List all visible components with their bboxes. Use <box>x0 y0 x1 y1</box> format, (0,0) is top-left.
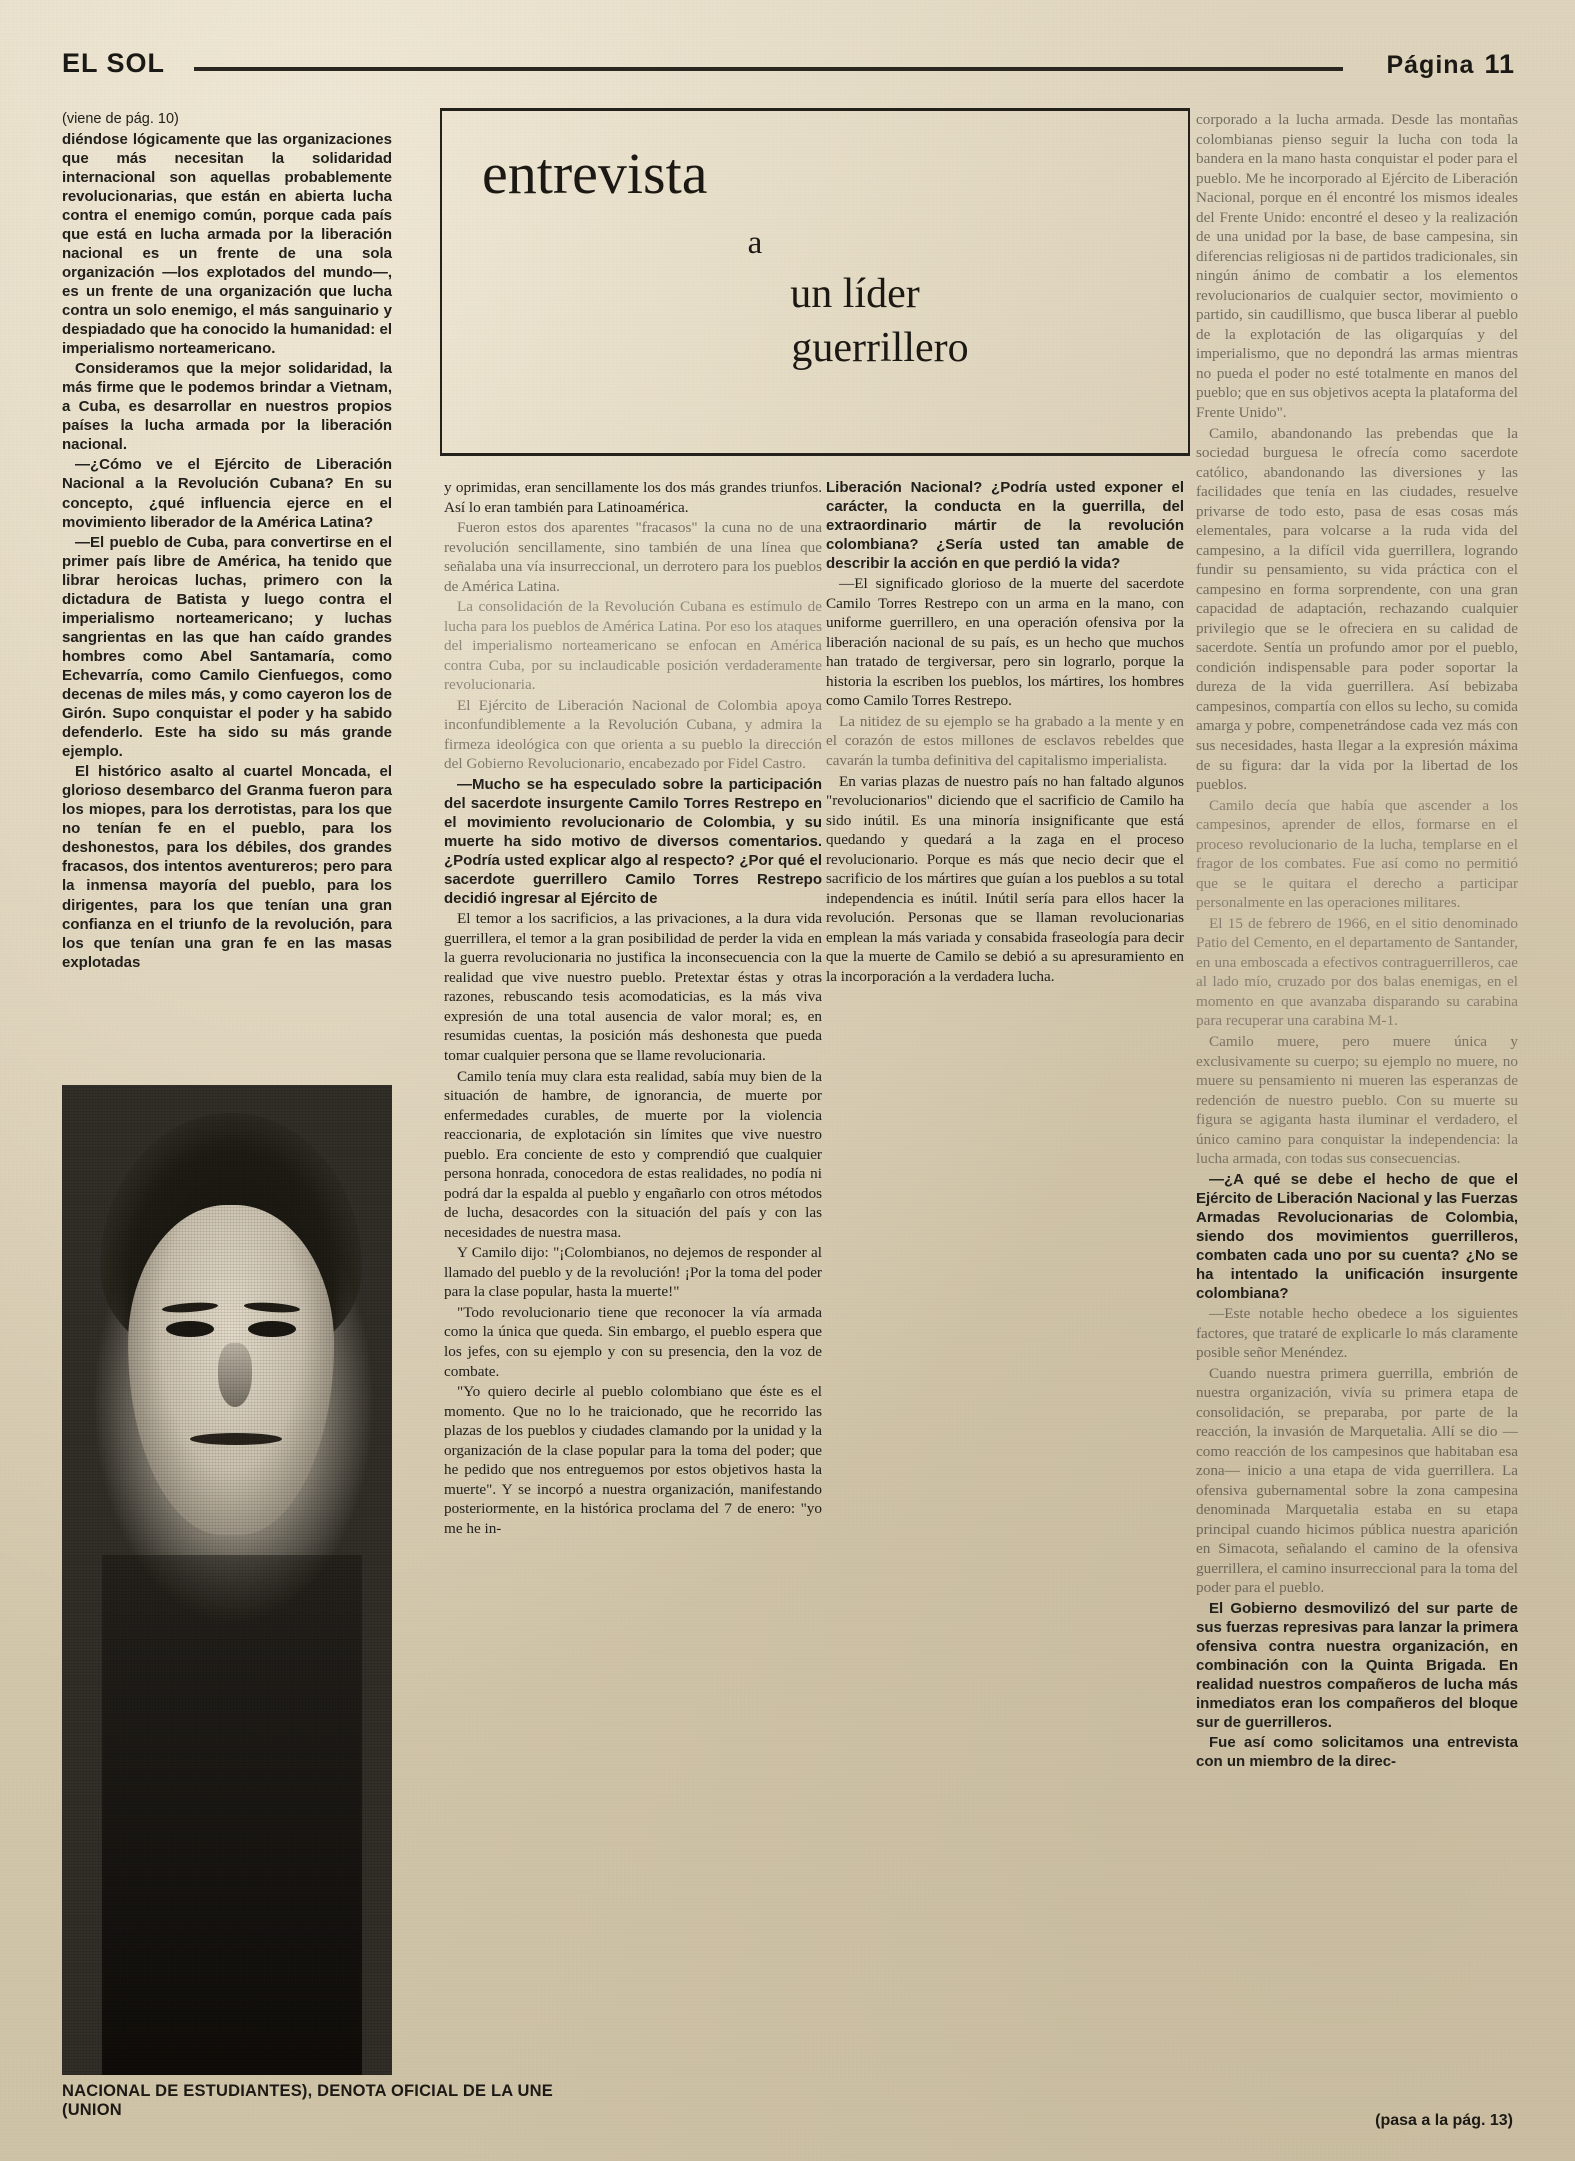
paragraph: y oprimidas, eran sencillamente los dos más grandes triunfos. Así lo eran también para Latinoamérica. <box>444 479 822 516</box>
paragraph: El Gobierno desmovilizó del sur parte de sus fuerzas represivas para lanzar la primera ofensiva contra nuestra organización, en combinación con la Quinta Brigada. En realidad nuestros compañeros de lucha más inmediatos eran los compañeros del bloque sur de guerrilleros. <box>1196 1599 1518 1732</box>
paragraph: Cuando nuestra primera guerrilla, embrión de nuestra organización, vivía su primera etapa de consolidación, se preparaba, por parte de la reacción, la invasión de Marquetalia. Allí se dio —como reacción de los campesinos que habitaban esa zona— inicio a una etapa de vida guerrillera. La ofensiva gubernamental sobre la zona campesina denominada Marquetalia estaba en su etapa principal cuando hicimos pública nuestra aparición en Simacota, señalando el camino de la ofensiva guerrillera, el camino insurreccional para la toma del poder para el pueblo. <box>1196 1364 1518 1597</box>
page-label: Página <box>1386 51 1475 79</box>
paragraph: —El pueblo de Cuba, para convertirse en el primer país libre de América, ha tenido que librar heroicas luchas, primero con la dictadura de Batista y luego contra el imperialismo norteamericano; y luchas sangrientas en las que han caído grandes hombres como Abel Santamaría, como Echevarría, como Camilo Cienfuegos, como decenas de miles más, y como cayeron los de Girón. Supo conquistar el poder y ha sabido defenderlo. Este ha sido su más grande ejemplo. <box>62 533 392 761</box>
paragraph: Y Camilo dijo: "¡Colombianos, no dejemos de responder al llamado del pueblo y de la revolución! ¡Por la toma del poder para la clase popular, hasta la muerte!" <box>444 1244 822 1301</box>
headline-line-1: entrevista <box>482 141 708 206</box>
paragraph: El Ejército de Liberación Nacional de Colombia apoya inconfundiblemente a la Revolución Cubana, y admira la firmeza ideológica con que orienta a su pueblo la dirección del Gobierno Revolucionario, encabezado por Fidel Castro. <box>444 696 822 773</box>
paragraph: El temor a los sacrificios, a las privaciones, a la dura vida guerrillera, el temor a la gran posibilidad de perder la vida en la guerra revolucionaria no justifica la inconsecuencia con la realidad que vive nuestro pueblo. Pretextar éstas y otras razones, rebuscando tesis acomodaticias, es la más viva expresión de una total ausencia de valor moral; es, en resumidas cuentas, la posición más deshonesta que pueda tomar cualquier persona que se llame revolucionaria. <box>444 910 822 1065</box>
paragraph: "Yo quiero decirle al pueblo colombiano que éste es el momento. Que no lo he traicionado, que he recorrido las plazas de los pueblos y ciudades clamando por la unidad y la organización de la clase popular para la toma del poder; que he pedido que nos entreguemos por estos objetivos hasta la muerte". Y se incorpó a nuestra organización, manifestando posteriormente, en la histórica proclama del 7 de enero: "yo me he in- <box>444 1383 822 1537</box>
masthead <box>62 48 1515 82</box>
paragraph: Camilo decía que había que ascender a los campesinos, aprender de ellos, formarse en el proceso revolucionario de la lucha, templarse en el fragor de los combates. Fue así como no permitió que se le quitara el derecho a participar personalmente en las operaciones militares. <box>1196 796 1518 912</box>
paragraph: diéndose lógicamente que las organizaciones que más necesitan la solidaridad internacional son aquellas probablemente revolucionarias, que están en abierta lucha contra el enemigo común, porque cada país que está en lucha armada por la liberación nacional es un frente de una sola organización —los explotados del mundo—, es un frente de una organización que lucha contra un solo enemigo, el más sanguinario y despiadado que ha conocido la humanidad: el imperialismo norteamericano. <box>62 130 392 358</box>
paragraph: —¿Cómo ve el Ejército de Liberación Nacional a la Revolución Cubana? En su concepto, ¿qué influencia ejerce en el movimiento liberador de la América Latina? <box>62 456 392 531</box>
paragraph: Camilo tenía muy clara esta realidad, sabía muy bien de la situación de hambre, de ignorancia, de muerte por enfermedades curables, de muerte por la violencia reaccionaria, de explotación sin límites que vive nuestro pueblo. Era conciente de esto y comprendió que cualquier persona honrada, conocedora de estas realidades, no podía ni podrá dar la espalda al pueblo y engañarlo con otros métodos de lucha, desacordes con la situación del país y con las necesidades de nuestra masa. <box>444 1067 822 1241</box>
headline-line-4: guerrillero <box>791 325 969 371</box>
paragraph: Liberación Nacional? ¿Podría usted exponer el carácter, la conducta en la guerrilla, del extraordinario mártir de la revolución colombiana? ¿Sería usted tan amable de describir la acción en que perdió la vida? <box>826 479 1184 573</box>
article-column-3 <box>826 478 1184 987</box>
paragraph: Camilo muere, pero muere única y exclusivamente su cuerpo; su ejemplo no muere, no muere su pensamiento ni mueren las esperanzas de redención de nuestro pueblo. Con su muerte su figura se agiganta hasta iluminar el verdadero, el único camino para conquistar la independencia: la lucha armada, con todas sus consecuencias. <box>1196 1032 1518 1168</box>
headline-box <box>440 108 1190 456</box>
paragraph: —Mucho se ha especulado sobre la participación del sacerdote insurgente Camilo Torres Restrepo en el movimiento revolucionario de Colombia, y su muerte ha sido motivo de diversos comentarios. ¿Podría usted explicar algo al respecto? ¿Por qué el sacerdote guerrillero Camilo Torres Restrepo decidió ingresar al Ejército de <box>444 775 822 908</box>
headline-line-3: un líder <box>790 271 920 317</box>
halftone-texture <box>62 1085 392 2075</box>
masthead-rule <box>194 67 1343 71</box>
paragraph: "Todo revolucionario tiene que reconocer la vía armada como la única que queda. Sin embargo, el pueblo espera que los jefes, con su ejemplo y con su presencia, den la voz de combate. <box>444 1303 822 1380</box>
paragraph: —Este notable hecho obedece a los siguientes factores, que trataré de explicarle lo más claramente posible señor Menéndez. <box>1196 1305 1518 1362</box>
continuation-from: (viene de pág. 10) <box>62 111 179 127</box>
paragraph: Fue así como solicitamos una entrevista con un miembro de la direc- <box>1196 1734 1518 1771</box>
paragraph: —El significado glorioso de la muerte del sacerdote Camilo Torres Restrepo con un arma en la mano, con uniforme guerrillero, en una operación ofensiva por la liberación nacional de su país, es un hecho que muchos han tratado de tergiversar, pero sin lograrlo, porque la historia la escriben los pueblos, los mártires, los hombres como Camilo Torres Restrepo. <box>826 575 1184 710</box>
page-number: 11 <box>1484 49 1515 79</box>
paragraph: —¿A qué se debe el hecho de que el Ejército de Liberación Nacional y las Fuerzas Armadas Revolucionarias de Colombia, siendo dos movimientos guerrilleros, combaten cada uno por su cuenta? ¿No se ha intentado la unificación insurgente colombiana? <box>1196 1170 1518 1302</box>
headline-line-2: a <box>747 225 763 261</box>
newspaper-title: EL SOL <box>62 48 166 78</box>
paragraph: La nitidez de su ejemplo se ha grabado a la mente y en el corazón de estos millones de esclavos rebeldes que cavarán la tumba definitiva del capitalismo imperialista. <box>826 712 1184 770</box>
portrait-image <box>62 1085 392 2075</box>
paragraph: El histórico asalto al cuartel Moncada, el glorioso desembarco del Granma fueron para los miopes, para los derrotistas, para los que no tenían fe en el pueblo, para los deshonestos, para los débiles, dos grandes fracasos, dos intentos aventureros; pero para la inmensa mayoría del pueblo, para los dirigentes, para los que tenían una gran confianza en el triunfo de la revolución, para los que tenían una gran fe en las masas explotadas <box>62 763 392 971</box>
paragraph: La consolidación de la Revolución Cubana es estímulo de lucha para los pueblos de América Latina. Por eso los ataques del imperialismo norteamericano se enfocan en América contra Cuba, por su inclaudicable posición verdaderamente revolucionaria. <box>444 598 822 694</box>
paragraph: corporado a la lucha armada. Desde las montañas colombianas pienso seguir la lucha con toda la bandera en la mano hasta conquistar el poder para el pueblo. Me he incorporado al Ejército de Liberación Nacional, porque en él encontré los mismos ideales del Frente Unido: encontré el deseo y la realización de una unidad por la base, de base campesina, sin diferencias religiosas ni de partidos tradicionales, sin ningún ánimo de combatir a los elementos revolucionarios de cualquier sector, movimiento o partido, sin caudillismo, que busca liberar al pueblo de la explotación de las oligarquías y del imperialismo, que no depondrá las armas mientras no pueda el poder no esté totalmente en manos del pueblo; que en sus objetivos acepta la plataforma del Frente Unido". <box>1196 111 1518 421</box>
photo-caption: NACIONAL DE ESTUDIANTES), DENOTA OFICIAL DE LA UNE (UNION <box>62 2082 553 2119</box>
paragraph: Consideramos que la mejor solidaridad, la más firme que le podemos brindar a Vietnam, a Cuba, es desarrollar en nuestros propios países la lucha armada por la liberación nacional. <box>62 360 392 454</box>
article-column-2 <box>444 478 822 1539</box>
paragraph: Camilo, abandonando las prebendas que la sociedad burguesa le ofrecía como sacerdote católico, abandonando las diversiones y las facilidades que tenía en las ciudades, resuelve privarse de todo esto, pasa de esas cosas más elementales, para volcarse a la ruda vida del campesino, a la difícil vida guerrillera, logrando fundir su pensamiento, su vida práctica con el campesino en forma sorprendente, con una gran capacidad de adaptación, rechazando cualquier privilegio que se le ofreciera en su calidad de sacerdote. Sentía un profundo amor por el pueblo, condición indispensable para poder soportar la dureza de la vida guerrillera. Así bebizaba campesinos, compartía con ellos su lecho, su comida amarga y pobre, compenetrándose cada vez más con sus necesidades, hasta llegar a la expresión máxima de su figura: dar la vida por la libertad de los pueblos. <box>1196 424 1518 794</box>
page-indicator <box>1386 49 1515 80</box>
article-column-1 <box>62 110 392 973</box>
paragraph: En varias plazas de nuestro país no han faltado algunos "revolucionarios" diciendo que el sacrificio de Camilo ha sido inútil. Es una minoría insignificante que está quedando y quedará a la zaga en el proceso revolucionario. Porque es más que necio decir que el sacrificio de los mártires que guían a los pueblos a su total independencia es inútil. Inútil sería para ellos hacer la revolución. Personas que se llaman revolucionarias emplean la más variada y consabida fraseología para decir que la muerte de Camilo se debió a su apresuramiento en la incorporación a la verdadera lucha. <box>826 772 1184 985</box>
paragraph: Fueron estos dos aparentes "fracasos" la cuna no de una revolución sencillamente, sino también de una línea que señalaba una vía insurreccional, un derrotero para los pueblos de América Latina. <box>444 519 822 595</box>
portrait-photo <box>62 1085 392 2075</box>
article-column-4 <box>1196 110 1518 1772</box>
paragraph: El 15 de febrero de 1966, en el sitio denominado Patio del Cemento, en el departamento de Santander, en una emboscada a efectivos contraguerrilleros, cae al lado mío, cruzado por dos balas enemigas, en el momento en que avanzaba disparando su carabina para recuperar una carabina M-1. <box>1196 914 1518 1030</box>
continuation-to: (pasa a la pág. 13) <box>1375 2112 1513 2129</box>
